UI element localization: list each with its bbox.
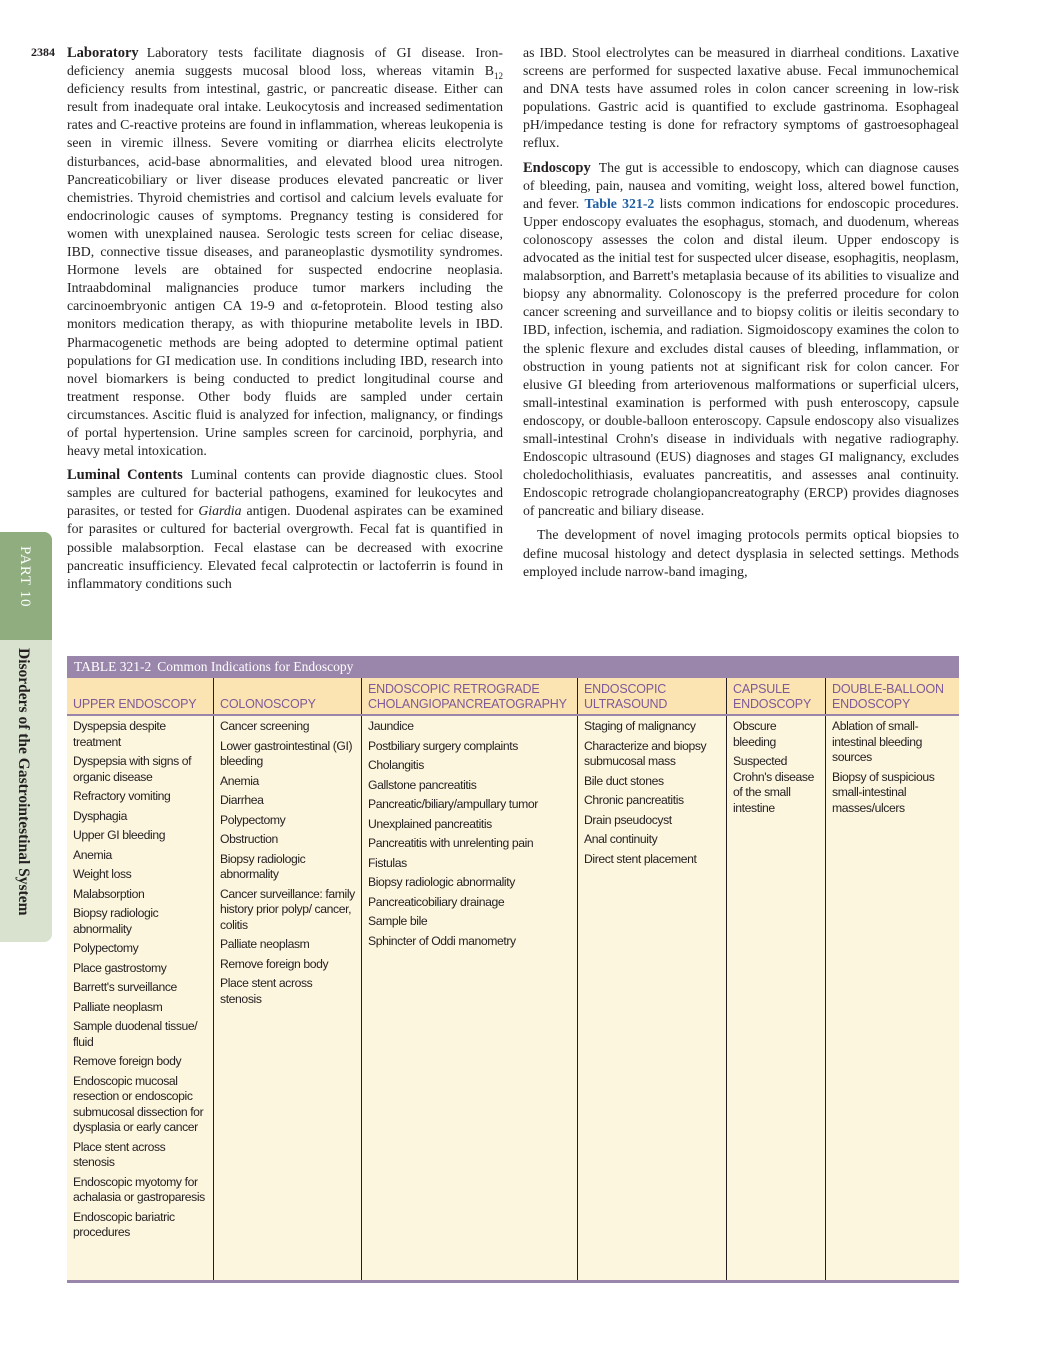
column-header-colonoscopy: COLONOSCOPY bbox=[213, 678, 361, 714]
table-number: TABLE 321-2 bbox=[74, 659, 152, 674]
table-cell-item: Upper GI bleeding bbox=[73, 828, 166, 842]
table-cell-item: Postbiliary surgery complaints bbox=[368, 738, 518, 753]
left-text-column bbox=[67, 44, 503, 599]
column-header-eus: ENDOSCOPIC ULTRASOUND bbox=[577, 678, 726, 714]
endoscopy-indications-table bbox=[67, 656, 959, 1283]
table-cell-item: Dyspepsia with signs of organic disease bbox=[73, 754, 192, 784]
column-upper-endoscopy bbox=[67, 716, 213, 1280]
column-double-balloon bbox=[825, 716, 959, 1280]
table-cell-item: Staging of malignancy bbox=[584, 719, 696, 733]
table-cell-item: Cancer surveillance: family history prior polyp/ cancer, colitis bbox=[220, 886, 355, 932]
table-title: Common Indications for Endoscopy bbox=[157, 659, 354, 674]
table-cell-item: Biopsy radiologic abnormality bbox=[73, 906, 159, 936]
vitamin-subscript: 12 bbox=[494, 70, 503, 81]
endoscopy-paragraph bbox=[523, 159, 959, 521]
continuation-paragraph: as IBD. Stool electrolytes can be measured in diarrheal conditions. Laxative screens are performed for suspected laxative abuse. Fecal immunochemical and DNA tests have assumed roles in colon cancer screening in low-risk populations. Gastric acid is quantified to exclude gastrinoma. Esophageal pH/impedance testing is done for refractory symptoms of gastroesophageal reflux. bbox=[523, 45, 959, 151]
table-cell-item: Gallstone pancreatitis bbox=[368, 777, 477, 792]
table-reference-link[interactable]: Table 321-2 bbox=[584, 195, 655, 211]
table-cell-item: Pancreatic/biliary/ampullary tumor bbox=[368, 797, 538, 811]
table-cell-item: Place stent across stenosis bbox=[73, 1139, 166, 1169]
table-cell-item: Diarrhea bbox=[220, 793, 264, 807]
endoscopy-text-a: The gut is accessible to endoscopy, which can diagnose causes of bleeding, pain, nausea and vomiting, weight loss, altered bowel function, and fever. bbox=[523, 159, 959, 211]
table-cell-item: Dyspepsia despite treatment bbox=[73, 719, 166, 749]
table-header-row bbox=[67, 678, 959, 716]
table-cell-item: Pancreaticobiliary drainage bbox=[368, 894, 505, 909]
column-header-ercp: ENDOSCOPIC RETROGRADE CHOLANGIOPANCREATOGRAPHY bbox=[361, 678, 577, 714]
column-colonoscopy bbox=[213, 716, 361, 1280]
table-cell-item: Unexplained pancreatitis bbox=[368, 816, 492, 831]
right-text-column bbox=[523, 44, 959, 587]
luminal-text-a: Luminal contents can provide diagnostic clues. Stool samples are cultured for bacterial pathogens, examined for leukocytes and parasites, or tested for bbox=[67, 467, 503, 519]
laboratory-text-a: Laboratory tests facilitate diagnosis of GI disease. Iron-deficiency anemia suggests mucosal blood loss, whereas vitamin B bbox=[67, 45, 503, 79]
luminal-contents-paragraph bbox=[67, 466, 503, 593]
table-cell-item: Characterize and biopsy submucosal mass bbox=[584, 738, 707, 768]
column-header-capsule-endoscopy: CAPSULE ENDOSCOPY bbox=[726, 678, 825, 714]
table-cell-item: Malabsorption bbox=[73, 886, 145, 901]
laboratory-heading: Laboratory bbox=[67, 45, 139, 61]
table-cell-item: Pancreatitis with unrelenting pain bbox=[368, 836, 534, 850]
laboratory-text-b: deficiency results from intestinal, gastric, or pancreatic disease. Either can result from inadequate oral intake. Leukocytosis and increased sedimentation rates and C-reactive proteins are found in inflammation, whereas leukopenia is seen in viremic illness. Severe vomiting or diarrhea elicits electrolyte disturbances, acid-base abnormalities, and elevated blood urea nitrogen. Pancreaticobiliary or liver disease produces elevated pancreatic or liver chemistries. Thyroid chemistries and cortisol and calcium levels evaluate for endocrinologic causes of symptoms. Pregnancy testing is considered for women with unexplained nausea. Serologic tests screen for celiac disease, IBD, connective tissue diseases, and paraneoplastic dysmotility syndromes. Hormone levels are obtained for suspected endocrine neoplasia. Intraabdominal malignancies produce tumor markers including the carcinoembryonic antigen CA 19-9 and α-fetoprotein. Blood testing also monitors medication therapy, as with thiopurine metabolite levels in IBD. Pharmacogenetic methods are being adopted to determine optimal patient populations for GI medication use. In conditions including IBD, research into novel biomarkers is being conducted to predict longitudinal course and treatment response. Other body fluids are sampled under certain circumstances. Ascitic fluid is analyzed for infection, malignancy, or findings of portal hypertension. Urine samples screen for carcinoid, porphyria, and heavy metal intoxication. bbox=[67, 81, 503, 459]
table-cell-item: Lower gastrointestinal (GI) bleeding bbox=[220, 738, 353, 768]
endoscopy-text-b: lists common indications for endoscopic procedures. Upper endoscopy evaluates the esophagus, stomach, and duodenum, whereas colonoscopy assesses the colon and distal ileum. Upper endoscopy is advocated as the initial test for suspected ulcer disease, esophagitis, neoplasm, malabsorption, and Barrett's metaplasia because of its abilities to visualize and biopsy any abnormality. Colonoscopy is the preferred procedure for colon cancer screening and surveillance and to biopsy colitis or ileitis secondary to IBD, infection, ischemia, and radiation. Sigmoidoscopy examines the colon to the splenic flexure and excludes distal causes of bleeding, inflammation, or obstruction in young patients not at significant risk for colon cancer. For elusive GI bleeding from arteriovenous malformations or superficial ulcers, small-intestinal examination is performed with push enteroscopy, capsule endoscopy, or double-balloon enteroscopy. Capsule endoscopy also visualizes small-intestinal Crohn's disease in individuals with negative radiography. Endoscopic ultrasound (EUS) diagnoses and stages GI malignancy, excludes choledocholithiasis, evaluates pancreatitis, and assesses anal continuity. Endoscopic retrograde cholangiopancreatography (ERCP) provides diagnoses of pancreatic and biliary disease. bbox=[523, 195, 959, 519]
luminal-contents-heading: Luminal Contents bbox=[67, 467, 183, 484]
column-header-double-balloon: DOUBLE-BALLOON ENDOSCOPY bbox=[825, 678, 959, 714]
table-cell-item: Place stent across stenosis bbox=[220, 976, 313, 1006]
laboratory-paragraph bbox=[67, 44, 503, 460]
column-eus bbox=[577, 716, 726, 1280]
table-cell-item: Direct stent placement bbox=[584, 851, 697, 866]
table-cell-item: Dysphagia bbox=[73, 808, 127, 823]
table-cell-item: Polypectomy bbox=[220, 812, 286, 827]
table-cell-item: Palliate neoplasm bbox=[220, 937, 310, 951]
table-cell-item: Endoscopic myotomy for achalasia or gastroparesis bbox=[73, 1174, 205, 1204]
table-cell-item: Palliate neoplasm bbox=[73, 999, 163, 1014]
table-body bbox=[67, 716, 959, 1280]
table-cell-item: Weight loss bbox=[73, 867, 132, 881]
table-caption bbox=[67, 656, 959, 678]
table-cell-item: Bile duct stones bbox=[584, 773, 664, 788]
table-cell-item: Cholangitis bbox=[368, 758, 424, 772]
table-cell-item: Sphincter of Oddi manometry bbox=[368, 933, 516, 948]
table-cell-item: Jaundice bbox=[368, 719, 414, 733]
table-cell-item: Place gastrostomy bbox=[73, 960, 167, 975]
column-capsule-endoscopy bbox=[726, 716, 825, 1280]
table-cell-item: Anal continuity bbox=[584, 832, 658, 846]
imaging-paragraph: The development of novel imaging protocols permits optical biopsies to define mucosal histology and detect dysplasia in selected settings. Methods employed include narrow-band imaging, bbox=[523, 527, 959, 579]
table-cell-item: Cancer screening bbox=[220, 719, 310, 733]
table-cell-item: Biopsy radiologic abnormality bbox=[220, 851, 306, 881]
table-cell-item: Barrett's surveillance bbox=[73, 980, 177, 994]
table-cell-item: Endoscopic bariatric procedures bbox=[73, 1209, 175, 1239]
table-cell-item: Ablation of small-intestinal bleeding sources bbox=[832, 719, 922, 764]
page-number: 2384 bbox=[31, 45, 55, 59]
table-cell-item: Refractory vomiting bbox=[73, 789, 171, 803]
table-cell-item: Suspected Crohn's disease of the small intestine bbox=[733, 754, 815, 815]
table-cell-item: Anemia bbox=[73, 847, 112, 862]
luminal-text-b: antigen. Duodenal aspirates can be examined for parasites or cultured for bacterial overgrowth. Fecal fat is quantified in possible malabsorption. Fecal elastase can be decreased with exocrine pancreatic insufficiency. Elevated fecal calprotectin or lactoferrin is found in inflammatory conditions such bbox=[67, 503, 503, 591]
giardia-italic: Giardia bbox=[198, 503, 242, 519]
table-cell-item: Polypectomy bbox=[73, 941, 139, 955]
table-cell-item: Biopsy radiologic abnormality bbox=[368, 875, 515, 889]
table-cell-item: Drain pseudocyst bbox=[584, 812, 672, 827]
table-cell-item: Remove foreign body bbox=[220, 956, 329, 971]
table-cell-item: Chronic pancreatitis bbox=[584, 793, 684, 807]
table-cell-item: Biopsy of suspicious small-intestinal masses/ulcers bbox=[832, 769, 935, 815]
endoscopy-heading: Endoscopy bbox=[523, 159, 591, 176]
table-cell-item: Obstruction bbox=[220, 832, 278, 846]
table-cell-item: Sample bile bbox=[368, 914, 428, 928]
table-cell-item: Fistulas bbox=[368, 855, 407, 870]
table-cell-item: Obscure bleeding bbox=[733, 719, 777, 749]
part-label: PART 10 bbox=[17, 546, 33, 608]
column-ercp bbox=[361, 716, 577, 1280]
table-cell-item: Anemia bbox=[220, 773, 259, 788]
table-cell-item: Remove foreign body bbox=[73, 1054, 182, 1068]
section-title: Disorders of the Gastrointestinal System bbox=[15, 648, 32, 916]
column-header-upper-endoscopy: UPPER ENDOSCOPY bbox=[73, 696, 197, 711]
table-cell-item: Sample duodenal tissue/ fluid bbox=[73, 1019, 198, 1049]
table-cell-item: Endoscopic mucosal resection or endoscopic submucosal dissection for dysplasia or early cancer bbox=[73, 1073, 204, 1134]
